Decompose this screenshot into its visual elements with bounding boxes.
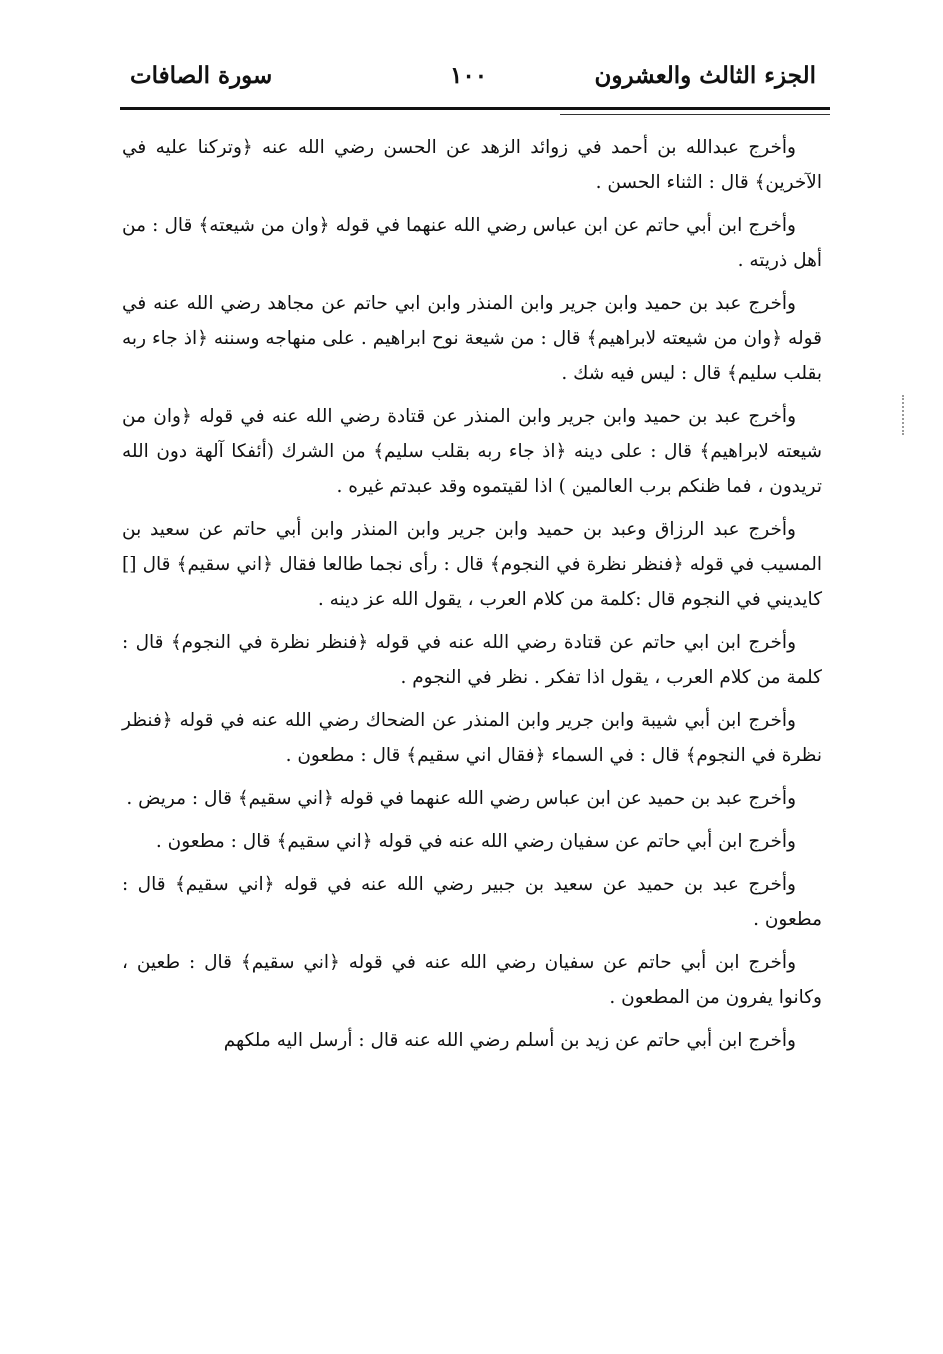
paragraph: وأخرج عبد بن حميد عن سعيد بن جبير رضي الله عنه في قوله ﴿اني سقيم﴾ قال : مطعون . bbox=[122, 874, 822, 930]
body-text bbox=[122, 130, 822, 1066]
paragraph: وأخرج عبد الرزاق وعبد بن حميد وابن جرير وابن المنذر وابن أبي حاتم عن سعيد بن المسيب في قوله ﴿فنظر نظرة في النجوم﴾ قال : رأى نجما طالعا فقال ﴿اني سقيم﴾ قال [] كايديني في النجوم قال :كلمة من كلام العرب ، يقول الله عز دينه . bbox=[122, 519, 822, 610]
paragraph: وأخرج ابن ابي حاتم عن قتادة رضي الله عنه في قوله ﴿فنظر نظرة في النجوم﴾ قال : كلمة من كلام العرب ، يقول اذا تفكر . نظر في النجوم . bbox=[122, 632, 822, 688]
header-rule-thin bbox=[560, 114, 830, 115]
surah-title: سورة الصافات bbox=[130, 62, 273, 89]
paragraph: وأخرج عبد بن حميد وابن جرير وابن المنذر وابن ابي حاتم عن مجاهد رضي الله عنه في قوله ﴿وان من شيعته لابراهيم﴾ قال : من شيعة نوح ابراهيم . على منهاجه وسننه ﴿اذ جاء ربه بقلب سليم﴾ قال : ليس فيه شك . bbox=[122, 293, 822, 384]
paragraph: وأخرج ابن أبي حاتم عن سفيان رضي الله عنه في قوله ﴿اني سقيم﴾ قال : مطعون . bbox=[155, 831, 796, 852]
paragraph: وأخرج عبد بن حميد وابن جرير وابن المنذر عن قتادة رضي الله عنه في قوله ﴿وان من شيعته لابراهيم﴾ قال : على دينه ﴿اذ جاء ربه بقلب سليم﴾ من الشرك (أئفكا آلهة دون الله تريدون ، فما ظنكم برب العالمين ) اذا لقيتموه وقد عبدتم غيره . bbox=[122, 406, 822, 497]
page-header bbox=[120, 58, 822, 102]
paragraph: وأخرج ابن أبي شيبة وابن جرير وابن المنذر عن الضحاك رضي الله عنه في قوله ﴿فنظر نظرة في النجوم﴾ قال : في السماء ﴿فقال اني سقيم﴾ قال : مطعون . bbox=[122, 710, 822, 766]
scan-margin-mark bbox=[902, 395, 906, 435]
paragraph: وأخرج عبدالله بن أحمد في زوائد الزهد عن الحسن رضي الله عنه ﴿وتركنا عليه في الآخرين﴾ قال : الثناء الحسن . bbox=[122, 137, 822, 193]
paragraph: وأخرج ابن أبي حاتم عن ابن عباس رضي الله عنهما في قوله ﴿وان من شيعته﴾ قال : من أهل ذريته . bbox=[122, 215, 822, 271]
paragraph: وأخرج ابن أبي حاتم عن سفيان رضي الله عنه في قوله ﴿اني سقيم﴾ قال : طعين ، وكانوا يفرون من المطعون . bbox=[122, 952, 822, 1008]
page-number: ١٠٠ bbox=[450, 62, 488, 89]
header-rule bbox=[120, 107, 830, 110]
paragraph: وأخرج عبد بن حميد عن ابن عباس رضي الله عنهما في قوله ﴿اني سقيم﴾ قال : مريض . bbox=[126, 788, 796, 809]
part-title: الجزء الثالث والعشرون bbox=[594, 62, 816, 89]
paragraph: وأخرج ابن أبي حاتم عن زيد بن أسلم رضي الله عنه قال : أرسل اليه ملكهم bbox=[223, 1030, 796, 1051]
